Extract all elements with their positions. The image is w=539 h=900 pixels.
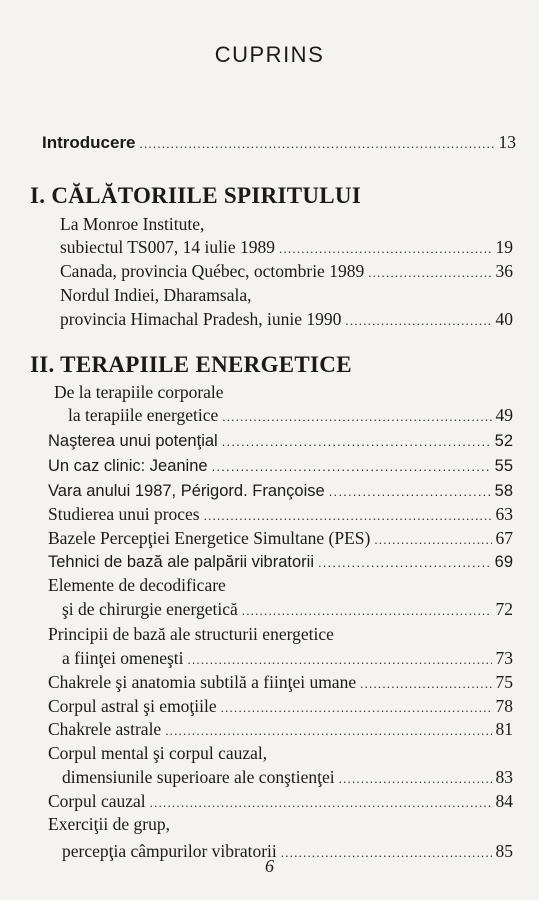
toc-entry-line: Nordul Indiei, Dharamsala, [60,285,252,305]
toc-page-number: 72 [495,599,513,619]
toc-page-number: 67 [495,528,513,548]
toc-page-number: 63 [495,504,513,524]
toc-entry-label: Vara anului 1987, Périgord. Françoise [48,482,325,500]
toc-page-number: 85 [495,841,513,861]
dot-leader [360,673,491,695]
toc-entry-line: La Monroe Institute, [60,214,205,234]
toc-page-number: 73 [495,648,513,668]
toc-page-number: 78 [495,696,513,716]
toc-page-number: 19 [495,237,513,257]
toc-entry-line: De la terapiile corporale [54,382,224,402]
dot-leader [222,431,491,453]
toc-entry[interactable] [60,236,513,260]
toc-entry-line: Elemente de decodificare [48,575,226,595]
toc-entry[interactable] [48,790,513,814]
toc-entry[interactable] [60,260,513,284]
section-heading-2: II. TERAPIILE ENERGETICE [30,352,352,377]
toc-entry[interactable] [62,647,513,671]
dot-leader [329,481,491,503]
toc-entry[interactable] [48,527,513,551]
toc-page-number: 58 [494,482,513,500]
toc-entry[interactable] [48,455,513,478]
page-title: CUPRINS [214,42,325,67]
toc-entry-label: dimensiunile superioare ale conştienţei [62,767,335,787]
toc-entry-introducere[interactable] [42,131,516,155]
toc-entry-label: Chakrele şi anatomia subtilă a fiinţei umane [48,672,357,692]
toc-page-number: 69 [494,553,513,571]
toc-page-number: 36 [495,261,513,281]
toc-entry-label: Corpul cauzal [48,791,146,811]
toc-entry-label: Introducere [42,133,136,152]
toc-page-number: 81 [495,719,513,739]
toc-entry-label: Chakrele astrale [48,719,162,739]
toc-page-number: 52 [494,432,513,450]
dot-leader [150,792,492,814]
dot-leader [242,600,492,622]
dot-leader [221,697,492,719]
dot-leader [165,720,491,742]
toc-entry-label: şi de chirurgie energetică [62,599,238,619]
toc-entry-label: provincia Himachal Pradesh, iunie 1990 [60,309,342,329]
section-heading-1: I. CĂLĂTORIILE SPIRITULUI [30,183,362,208]
toc-entry[interactable] [68,404,513,428]
toc-entry[interactable] [48,671,513,695]
dot-leader [188,649,492,671]
dot-leader [318,552,491,574]
toc-entry[interactable] [48,480,513,503]
toc-page-number: 40 [495,309,513,329]
toc-entry[interactable] [48,551,513,574]
dot-leader [345,310,491,332]
toc-page-number: 83 [495,767,513,787]
dot-leader [374,529,491,551]
dot-leader [339,768,492,790]
toc-entry[interactable] [48,695,513,719]
dot-leader [140,133,495,155]
dot-leader [204,505,492,527]
toc-entry-label: a fiinţei omeneşti [62,648,184,668]
toc-entry-label: Un caz clinic: Jeanine [48,457,208,475]
toc-entry-label: Corpul astral şi emoţiile [48,696,217,716]
toc-entry[interactable] [60,308,513,332]
toc-entry[interactable] [48,718,513,742]
dot-leader [212,456,491,478]
toc-page-number: 55 [494,457,513,475]
toc-entry-label: la terapiile energetice [68,405,219,425]
toc-page-number: 84 [495,791,513,811]
toc-entry-label: percepţia câmpurilor vibratorii [62,841,277,861]
page-number: 6 [265,856,274,876]
toc-entry[interactable] [48,430,513,453]
toc-entry-label: Studierea unui proces [48,504,200,524]
toc-entry-line: Principii de bază ale structurii energetice [48,624,334,644]
toc-entry[interactable] [62,598,513,622]
toc-page-number: 75 [495,672,513,692]
toc-entry-label: Canada, provincia Québec, octombrie 1989 [60,261,365,281]
dot-leader [279,238,491,260]
dot-leader [222,406,491,428]
toc-entry[interactable] [48,503,513,527]
toc-entry[interactable] [62,766,513,790]
toc-entry-label: Bazele Percepţiei Energetice Simultane (PES) [48,528,371,548]
dot-leader [368,262,491,284]
toc-page-number: 13 [498,132,516,152]
toc-entry-label: Tehnici de bază ale palpării vibratorii [48,553,314,571]
toc-entry-line: Exerciţii de grup, [48,814,170,834]
toc-entry-label: subiectul TS007, 14 iulie 1989 [60,237,276,257]
toc-entry-line: Corpul mental şi corpul cauzal, [48,743,268,763]
toc-entry-label: Naşterea unui potenţial [48,432,218,450]
toc-page-number: 49 [495,405,513,425]
